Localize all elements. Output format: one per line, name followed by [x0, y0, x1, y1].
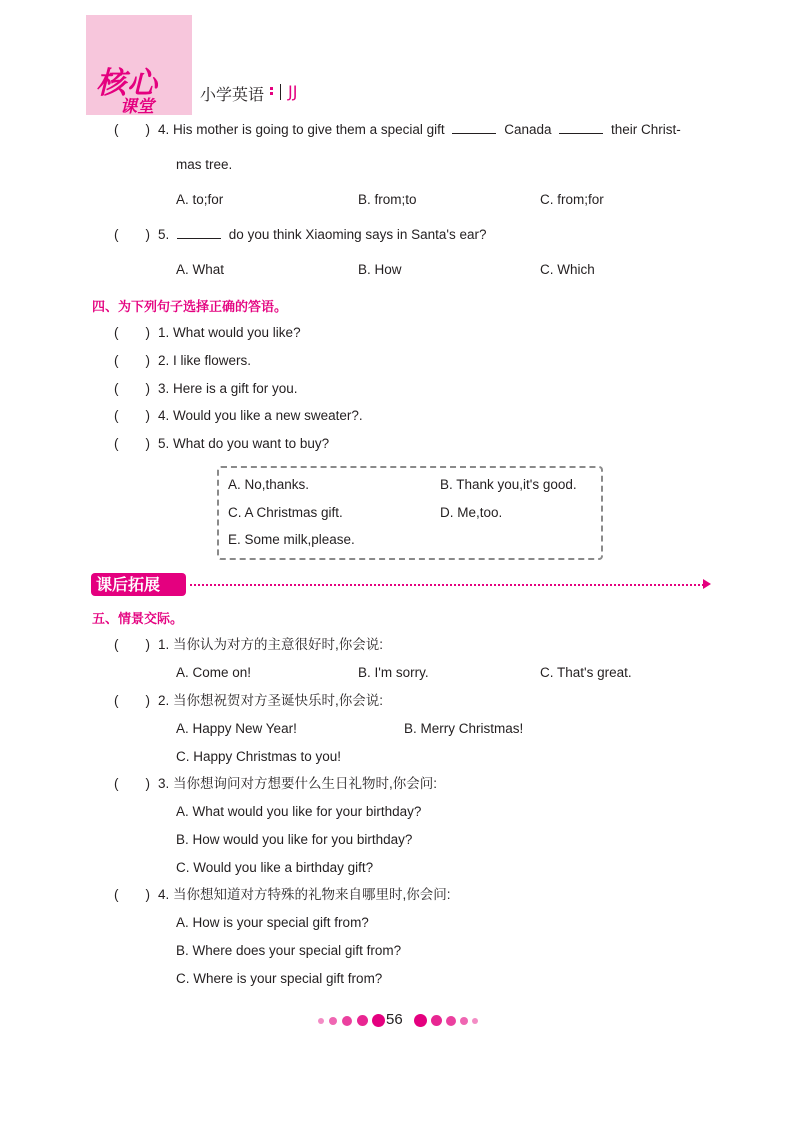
option-a: A. How is your special gift from?: [176, 915, 369, 930]
option-b: B. Where does your special gift from?: [176, 943, 402, 958]
logo-title: 核心: [96, 66, 158, 101]
question-text: Canada: [504, 122, 552, 137]
decor-dot-icon: [472, 1018, 478, 1024]
subject-label: 小学英语: [200, 85, 265, 104]
answer-paren[interactable]: ( ): [114, 381, 150, 396]
option-c: C. Which: [540, 262, 595, 277]
answer-option-a: A. No,thanks.: [228, 477, 310, 492]
option-c: C. Would you like a birthday gift?: [176, 860, 374, 875]
answer-paren[interactable]: ( ): [114, 776, 150, 791]
option-c: C. Happy Christmas to you!: [176, 749, 342, 764]
question-text: 3. 当你想询问对方想要什么生日礼物时,你会问:: [158, 776, 438, 791]
divider-dots-icon: [270, 87, 276, 97]
option-a: A. Happy New Year!: [176, 721, 297, 736]
option-c: C. Where is your special gift from?: [176, 971, 383, 986]
header-divider: [280, 84, 281, 100]
option-a: A. to;for: [176, 192, 224, 207]
list-item: 3. Here is a gift for you.: [158, 381, 298, 396]
fill-blank[interactable]: [452, 121, 496, 134]
page-number: 56: [386, 1011, 403, 1028]
decor-dot-icon: [372, 1014, 385, 1027]
answer-paren[interactable]: ( ): [114, 637, 150, 652]
decor-dot-icon: [460, 1017, 468, 1025]
decor-dot-icon: [342, 1016, 352, 1026]
option-a: A. What would you like for your birthday?: [176, 804, 422, 819]
option-a: A. Come on!: [176, 665, 252, 680]
fill-blank[interactable]: [559, 121, 603, 134]
logo-subtitle: 课堂: [120, 97, 154, 117]
option-b: B. I'm sorry.: [358, 665, 429, 680]
dotted-divider: [190, 584, 704, 586]
list-item: 1. What would you like?: [158, 325, 301, 340]
question-number: 4.: [158, 122, 170, 137]
answer-paren[interactable]: ( ): [114, 887, 150, 902]
decor-dot-icon: [318, 1018, 324, 1024]
answer-paren[interactable]: ( ): [114, 436, 150, 451]
option-c: C. That's great.: [540, 665, 632, 680]
answer-paren[interactable]: ( ): [114, 325, 150, 340]
option-b: B. from;to: [358, 192, 417, 207]
answer-paren[interactable]: ( ): [114, 693, 150, 708]
question-text: do you think Xiaoming says in Santa's ear?: [228, 227, 487, 242]
section-title-4: 四、为下列句子选择正确的答语。: [92, 300, 288, 315]
question-number: 5.: [158, 227, 170, 242]
option-c: C. from;for: [540, 192, 604, 207]
answer-paren[interactable]: ( ): [114, 408, 150, 423]
decor-dot-icon: [329, 1017, 337, 1025]
answer-paren[interactable]: ( ): [114, 353, 150, 368]
answer-option-c: C. A Christmas gift.: [228, 505, 343, 520]
question-text: 1. 当你认为对方的主意很好时,你会说:: [158, 637, 384, 652]
decor-dot-icon: [446, 1016, 456, 1026]
list-item: 2. I like flowers.: [158, 353, 252, 368]
list-item: 4. Would you like a new sweater?.: [158, 408, 363, 423]
option-b: B. How would you like for you birthday?: [176, 832, 413, 847]
question-5: [158, 226, 487, 244]
answer-paren[interactable]: ( ): [114, 122, 150, 137]
list-item: 5. What do you want to buy?: [158, 436, 330, 451]
answer-option-b: B. Thank you,it's good.: [440, 477, 577, 492]
edition-label: JJ: [288, 82, 298, 101]
question-4: [158, 121, 681, 139]
answer-option-d: D. Me,too.: [440, 505, 503, 520]
fill-blank[interactable]: [177, 226, 221, 239]
section-title-5: 五、情景交际。: [92, 612, 184, 627]
arrow-right-icon: [703, 579, 711, 589]
decor-dot-icon: [431, 1015, 442, 1026]
extension-badge-label: 课后拓展: [96, 575, 161, 594]
question-text: their Christ-: [611, 122, 681, 137]
decor-dot-icon: [357, 1015, 368, 1026]
question-text: 2. 当你想祝贺对方圣诞快乐时,你会说:: [158, 693, 384, 708]
decor-dot-icon: [414, 1014, 427, 1027]
option-b: B. Merry Christmas!: [404, 721, 524, 736]
answer-paren[interactable]: ( ): [114, 227, 150, 242]
option-b: B. How: [358, 262, 402, 277]
question-text: 4. 当你想知道对方特殊的礼物来自哪里时,你会问:: [158, 887, 451, 902]
answer-option-e: E. Some milk,please.: [228, 532, 355, 547]
option-a: A. What: [176, 262, 225, 277]
question-text: His mother is going to give them a special gift: [173, 122, 445, 137]
question-text-continued: mas tree.: [176, 157, 233, 172]
